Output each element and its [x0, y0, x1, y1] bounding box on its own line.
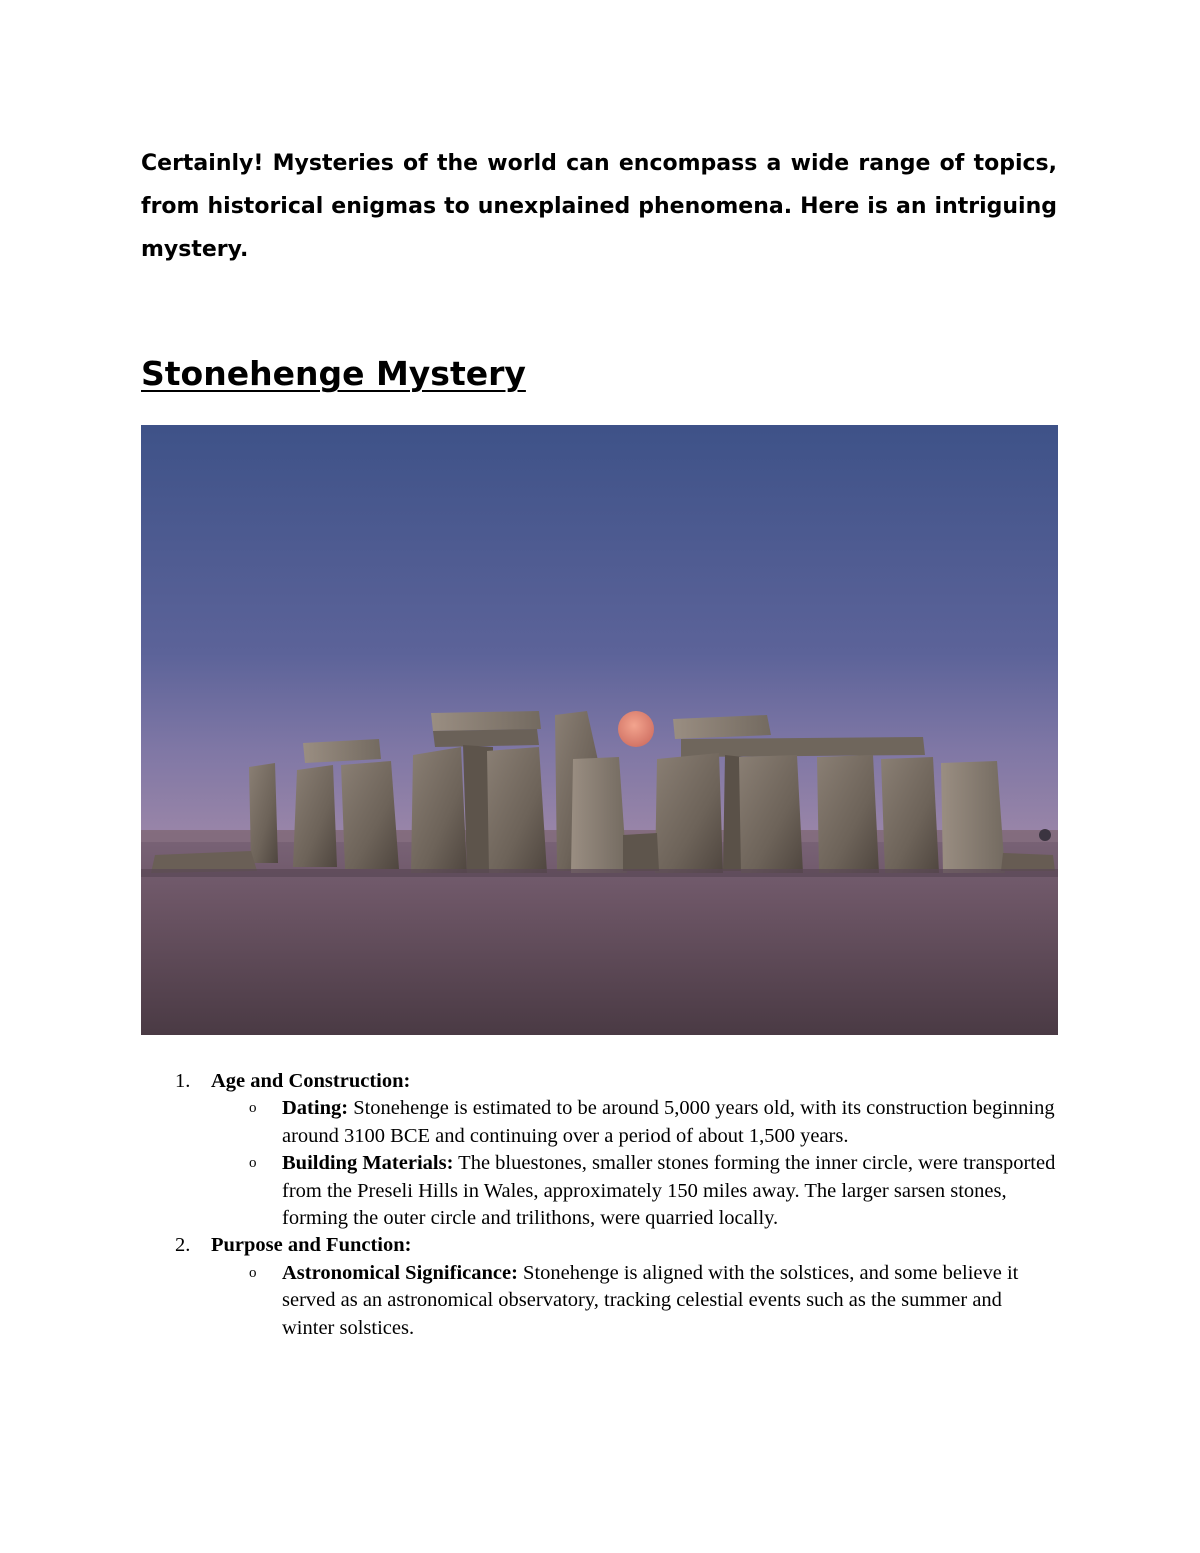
- list-item: [141, 1232, 1071, 1259]
- intro-paragraph: Certainly! Mysteries of the world can encompass a wide range of topics, from historical enigmas to unexplained phenomena. Here is an intriguing mystery.: [141, 151, 1057, 262]
- sub-item-text: The bluestones, smaller stones forming the inner circle, were transported from the Preseli Hills in Wales, approximately 150 miles away. The larger sarsen stones, forming the outer circle and trilithons, were quarried locally.: [282, 1152, 1056, 1230]
- sub-item-label: Astronomical Significance:: [282, 1261, 518, 1284]
- sub-item: [141, 1095, 1059, 1150]
- list-item-title: Age and Construction:: [211, 1070, 411, 1092]
- sub-item-text: Stonehenge is aligned with the solstices, and some believe it served as an astronomical observatory, tracking celestial events such as the summer and winter solstices.: [282, 1261, 1019, 1339]
- list-item-number: 1.: [175, 1070, 191, 1092]
- list-item-number: 2.: [175, 1234, 191, 1257]
- sub-item-label: Building Materials:: [282, 1152, 454, 1175]
- sub-item: [141, 1150, 1059, 1232]
- bullet-icon: o: [249, 1264, 257, 1281]
- bullet-icon: o: [249, 1100, 257, 1117]
- page-title: Stonehenge Mystery: [141, 354, 526, 393]
- sub-item: [141, 1260, 1059, 1342]
- facts-list: [141, 1068, 1071, 1342]
- list-item-title: Purpose and Function:: [211, 1234, 412, 1257]
- sub-item-text: Stonehenge is estimated to be around 5,000 years old, with its construction beginning around 3100 BCE and continuing over a period of about 1,500 years.: [282, 1097, 1055, 1147]
- sub-item-label: Dating:: [282, 1097, 349, 1120]
- list-item: [141, 1068, 1071, 1095]
- stonehenge-photo: [141, 425, 1058, 1035]
- bullet-icon: o: [249, 1155, 257, 1172]
